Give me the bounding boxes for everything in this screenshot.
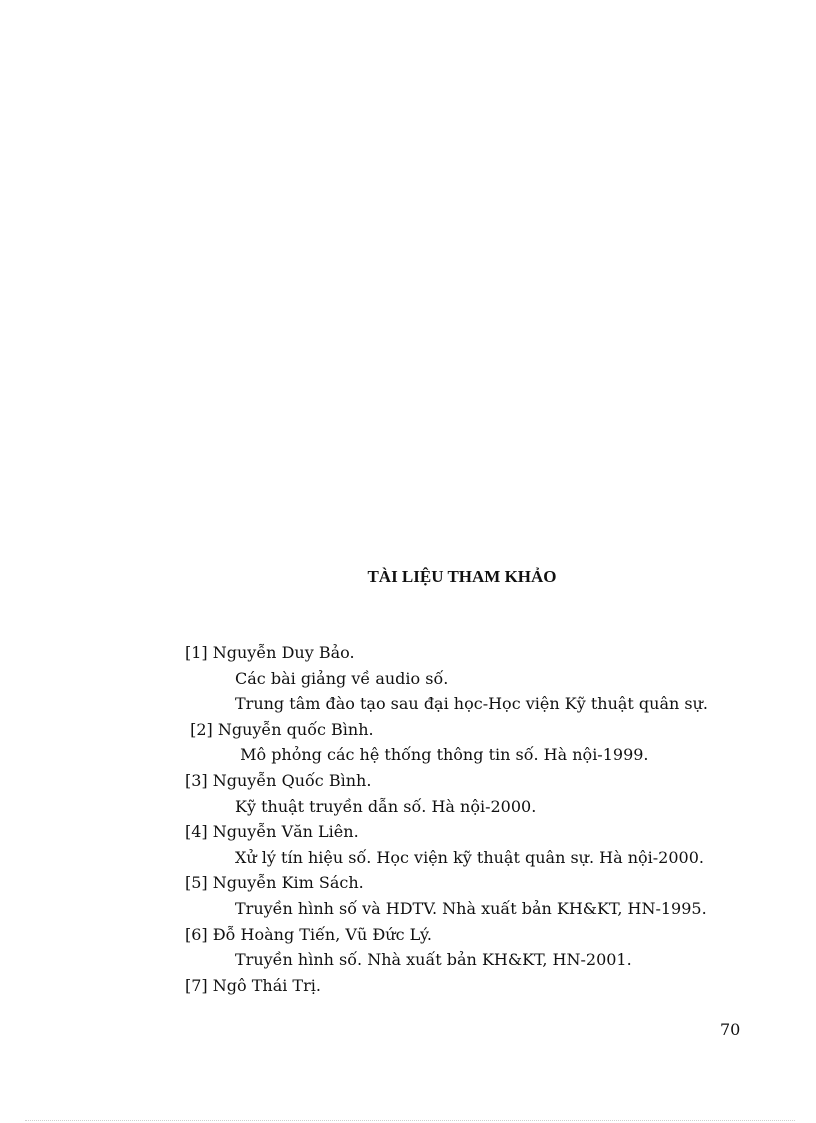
- page-number: 70: [720, 1020, 741, 1039]
- reference-detail: Mô phỏng các hệ thống thông tin số. Hà nội-1999.: [235, 745, 649, 765]
- reference-heading: [2] Nguyễn quốc Bình.: [185, 719, 374, 739]
- reference-heading: [3] Nguyễn Quốc Bình.: [185, 770, 372, 790]
- reference-detail: Trung tâm đào tạo sau đại học-Học viện Kỹ thuật quân sự.: [235, 694, 708, 714]
- reference-heading: [6] Đỗ Hoàng Tiến, Vũ Đức Lý.: [185, 924, 432, 944]
- reference-detail: Các bài giảng về audio số.: [235, 668, 449, 688]
- reference-heading: [1] Nguyễn Duy Bảo.: [185, 643, 355, 662]
- footer-divider: [25, 1120, 795, 1121]
- reference-detail: Truyền hình số và HDTV. Nhà xuất bản KH&KT, HN-1995.: [235, 898, 707, 918]
- reference-heading: [5] Nguyễn Kim Sách.: [185, 873, 364, 893]
- reference-list: [185, 640, 785, 998]
- reference-detail: Xử lý tín hiệu số. Học viện kỹ thuật quân sự. Hà nội-2000.: [235, 847, 704, 867]
- reference-heading: [7] Ngô Thái Trị.: [185, 975, 321, 995]
- page-title: TÀI LIỆU THAM KHẢO: [367, 567, 557, 586]
- reference-detail: Truyền hình số. Nhà xuất bản KH&KT, HN-2001.: [235, 950, 632, 970]
- reference-heading: [4] Nguyễn Văn Liên.: [185, 822, 359, 842]
- reference-detail: Kỹ thuật truyền dẫn số. Hà nội-2000.: [235, 796, 537, 816]
